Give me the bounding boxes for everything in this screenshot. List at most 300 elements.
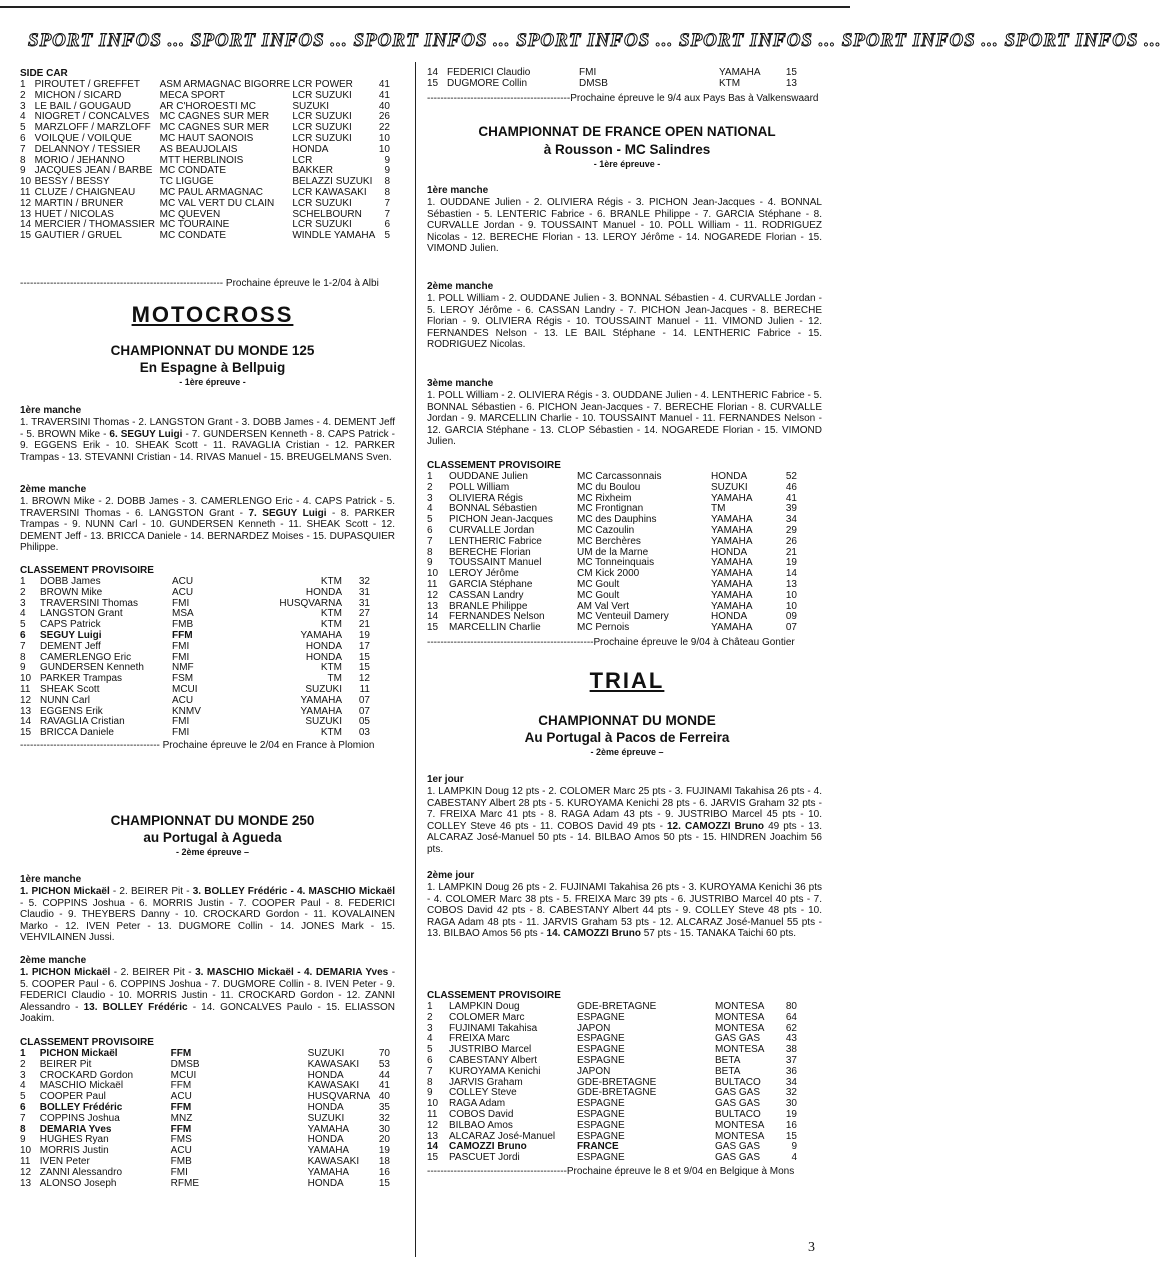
table-cell: 8 (20, 651, 26, 663)
mx250-standings-continued (427, 68, 797, 90)
table-cell: SCHELBOURN (292, 208, 362, 220)
table-cell: ESPAGNE (577, 1033, 625, 1045)
table-cell: 14 (20, 716, 32, 728)
table-cell: 13 (20, 1177, 32, 1189)
table-cell: FFM (170, 1101, 192, 1113)
table-cell: 9 (20, 662, 26, 674)
table-cell: COLOMER Marc (449, 1011, 525, 1023)
table-cell: 12 (427, 589, 439, 601)
table-cell: 43 (785, 1033, 797, 1045)
table-cell: LCR SUZUKI (292, 122, 352, 134)
table-cell: 2 (427, 481, 433, 493)
table-cell: 12 (427, 1119, 439, 1131)
table-cell: 1 (20, 576, 26, 587)
table-cell: YAMAHA (711, 492, 753, 504)
table-cell: 07 (785, 622, 797, 634)
table-cell: MC VAL VERT DU CLAIN (159, 197, 275, 209)
table-cell: ACU (172, 576, 194, 587)
table-cell: YAMAHA (711, 524, 753, 536)
table-cell: 14 (427, 1141, 439, 1153)
table-cell: 12 (20, 1166, 32, 1178)
table-cell: PASCUET Jordi (449, 1152, 520, 1164)
trial-day2-label: 2ème jour (427, 870, 475, 881)
table-cell: HUSQVARNA (307, 1091, 371, 1103)
table-cell: 2 (20, 1058, 26, 1070)
table-cell: 5 (20, 619, 26, 631)
table-cell: YAMAHA (300, 629, 342, 641)
table-cell: 6 (20, 629, 26, 641)
table-cell: MC CONDATE (159, 165, 227, 177)
table-cell: 10 (785, 589, 797, 601)
table-cell: MORRIS Justin (39, 1145, 109, 1157)
table-cell: BULTACO (715, 1108, 761, 1120)
table-cell: TRAVERSINI Thomas (40, 597, 138, 609)
table-row (20, 91, 390, 102)
table-cell: BRICCA Daniele (40, 727, 114, 739)
table-row (427, 483, 797, 494)
table-cell: FMI (172, 727, 190, 739)
table-cell: FREIXA Marc (449, 1033, 510, 1045)
table-row (20, 696, 370, 707)
table-row (20, 642, 370, 653)
table-row (20, 231, 390, 242)
table-cell: HONDA (305, 651, 342, 663)
table-cell: 09 (785, 611, 797, 623)
table-cell: 15 (20, 727, 32, 739)
table-cell: 3 (20, 1069, 26, 1081)
table-cell: 1 (427, 471, 433, 482)
table-cell: GDE-BRETAGNE (577, 1001, 657, 1012)
table-cell: AS BEAUJOLAIS (159, 143, 238, 155)
table-cell: YAMAHA (307, 1166, 350, 1178)
table-cell: 39 (785, 503, 797, 515)
table-cell: 07 (358, 705, 370, 717)
table-cell: 9 (20, 165, 26, 177)
table-cell: 16 (785, 1119, 797, 1131)
table-cell: JAPON (577, 1022, 611, 1034)
table-cell: KUROYAMA Kenichi (449, 1065, 541, 1077)
mx250-round: - 2ème épreuve – (175, 847, 250, 857)
table-cell: ESPAGNE (577, 1152, 625, 1164)
table-cell: 9 (20, 1134, 26, 1146)
table-cell: 13 (20, 208, 32, 220)
table-cell: ZANNI Alessandro (39, 1166, 123, 1178)
table-cell: SUZUKI (307, 1048, 345, 1059)
table-cell: SUZUKI (711, 481, 748, 493)
table-cell: BETA (715, 1065, 741, 1077)
table-cell: LAMPKIN Doug (449, 1001, 520, 1012)
table-row (20, 1168, 390, 1179)
table-cell: HONDA (711, 546, 748, 558)
table-cell: LCR SUZUKI (292, 219, 352, 231)
table-cell: MC Rixheim (577, 492, 632, 504)
table-row (20, 588, 370, 599)
table-cell: MONTESA (715, 1022, 765, 1034)
table-row (427, 1153, 797, 1164)
table-cell: ESPAGNE (577, 1108, 625, 1120)
sidecar-next-event: ------------------------------------------------------------- Prochaine épreuve le 1-2/04 à Albi (20, 278, 379, 289)
table-cell: 5 (427, 1044, 433, 1056)
table-cell: MICHON / SICARD (34, 89, 122, 101)
table-cell: 15 (427, 1152, 439, 1164)
table-cell: MC CAGNES SUR MER (159, 122, 270, 134)
sport-infos-banner: SPORT INFOS ... SPORT INFOS ... SPORT INFOS ... SPORT INFOS ... SPORT INFOS ... SPORT INFOS ... SPORT INFOS ... (28, 30, 1162, 51)
table-cell: MC TOURAINE (159, 219, 230, 231)
table-cell: KAWASAKI (307, 1155, 360, 1167)
mx250-race1-results: 1. PICHON Mickaël - 2. BEIRER Pit - 3. BOLLEY Frédéric - 4. MASCHIO Mickaël - 5. COPPINS Joshua - 6. MORRIS Justin - 7. COOPER Paul - 8. FEDERICI Claudio - 9. THEYBERS Danny - 10. CROCKARD Gordon - 11. KOVALAINEN Marko - 12. IVEN Peter - 13. DUGMORE Collin - 14. JONES Mark - 15. VEHVILAINEN Jussi. (20, 886, 396, 944)
table-cell: OLIVIERA Régis (449, 492, 523, 504)
open-standings-table (427, 472, 797, 634)
table-cell: MC Carcassonnais (577, 471, 662, 482)
table-cell: 2 (427, 1011, 433, 1023)
table-cell: SEGUY Luigi (40, 629, 102, 641)
table-cell: MORIO / JEHANNO (34, 154, 125, 166)
table-cell: FEDERICI Claudio (447, 67, 531, 78)
table-cell: FRANCE (577, 1141, 619, 1153)
table-cell: 11 (20, 186, 31, 198)
open-race2-results: 1. POLL William - 2. OUDDANE Julien - 3. BONNAL Sébastien - 4. CURVALLE Jordan - 5. LEROY Jérôme - 6. CASSAN Landry - 7. PICHON Jean-Jacques - 8. BERECHE Florian - 9. OLIVIERA Régis - 10. TOUSSAINT Manuel - 11. VIMOND Julien - 12. FERNANDES Nelson - 13. LE BAIL Stéphane - 14. LENTHERIC Fabrice - 15. RODRIGUEZ Nicolas. (427, 293, 822, 351)
table-cell: 64 (785, 1011, 797, 1023)
open-race3-results: 1. POLL William - 2. OLIVIERA Régis - 3. OUDDANE Julien - 4. LENTHERIC Fabrice - 5. BONNAL Sébastien - 6. PICHON Jean-Jacques - 7. BERECHE Florian - 8. CURVALLE Jordan - 9. MARCELLIN Charlie - 10. TOUSSAINT Manuel - 11. FERNANDES Nelson - 12. GARCIA Stéphane - 13. CLOP Sébastien - 14. NOGAREDE Florian - 15. VIMOND Julien. (427, 390, 822, 448)
table-cell: 10 (20, 1145, 32, 1157)
table-cell: FFM (172, 629, 193, 641)
table-cell: 3 (427, 1022, 433, 1034)
table-cell: DEMARIA Yves (39, 1123, 112, 1135)
table-cell: 13 (20, 705, 32, 717)
table-cell: DUGMORE Collin (447, 77, 528, 89)
table-cell: 14 (427, 67, 439, 78)
table-cell: 5 (20, 122, 26, 134)
table-cell: MNZ (170, 1112, 193, 1124)
table-cell: OUDDANE Julien (449, 471, 528, 482)
table-cell: 7 (427, 535, 433, 547)
table-cell: 3 (427, 492, 433, 504)
table-cell: 15 (785, 1130, 797, 1142)
table-cell: LCR POWER (292, 79, 353, 90)
table-cell: HONDA (307, 1177, 344, 1189)
table-cell: 3 (20, 100, 26, 112)
table-cell: DOBB James (40, 576, 101, 587)
table-cell: BOLLEY Frédéric (39, 1101, 123, 1113)
table-cell: 15 (378, 1177, 390, 1189)
table-cell: ASM ARMAGNAC BIGORRE (159, 79, 291, 90)
table-cell: 7 (20, 143, 26, 155)
table-cell: HUGHES Ryan (39, 1134, 109, 1146)
table-cell: BROWN Mike (40, 586, 103, 598)
table-cell: ESPAGNE (577, 1011, 625, 1023)
table-cell: BELAZZI SUZUKI (292, 176, 373, 188)
table-row (427, 623, 797, 634)
table-cell: 27 (358, 608, 370, 620)
table-cell: BRANLE Philippe (449, 600, 528, 612)
table-cell: YAMAHA (719, 67, 761, 78)
table-cell: NUNN Carl (40, 694, 90, 706)
table-cell: FFM (170, 1048, 192, 1059)
table-cell: MC Goult (577, 589, 620, 601)
table-cell: 7 (20, 640, 26, 652)
table-cell: 20 (378, 1134, 390, 1146)
table-cell: 4 (20, 608, 26, 620)
table-cell: MC Frontignan (577, 503, 644, 515)
table-cell: 32 (785, 1087, 797, 1099)
table-cell: YAMAHA (711, 557, 753, 569)
table-cell: 37 (785, 1054, 797, 1066)
mx250-standings-table (20, 1049, 390, 1189)
table-cell: 34 (785, 1076, 797, 1088)
table-cell: AR C'HOROESTI MC (159, 100, 256, 112)
table-cell: CAMERLENGO Eric (40, 651, 132, 663)
table-cell: BAKKER (292, 165, 333, 177)
table-cell: 1 (20, 1048, 26, 1059)
table-cell: HONDA (307, 1134, 344, 1146)
table-cell: 10 (378, 143, 390, 155)
table-cell: KTM (320, 662, 342, 674)
table-cell: 26 (378, 111, 390, 123)
table-cell: 21 (785, 546, 797, 558)
table-row (20, 1060, 390, 1071)
mx125-race1-label: 1ère manche (20, 405, 82, 416)
mx125-subtitle: En Espagne à Bellpuig (139, 360, 286, 375)
sidecar-table (20, 80, 390, 242)
table-cell: 15 (20, 230, 32, 242)
table-cell: 4 (20, 111, 26, 123)
mx250-race2-label: 2ème manche (20, 955, 87, 966)
mx125-standings-table (20, 577, 370, 739)
table-cell: RAGA Adam (449, 1098, 506, 1110)
table-cell: 12 (20, 197, 32, 209)
table-cell: YAMAHA (307, 1123, 350, 1135)
table-cell: MC CAGNES SUR MER (159, 111, 270, 123)
table-cell: 17 (358, 640, 370, 652)
table-cell: CASSAN Landry (449, 589, 524, 601)
mx125-standings (20, 577, 390, 739)
trial-round: - 2ème épreuve – (590, 747, 664, 757)
table-cell: FMI (172, 640, 190, 652)
table-cell: MTT HERBLINOIS (159, 154, 244, 166)
mx125-race1-results: 1. TRAVERSINI Thomas - 2. LANGSTON Grant - 3. DOBB James - 4. DEMENT Jeff - 5. BROWN Mike - 6. SEGUY Luigi - 7. GUNDERSEN Kenneth - 8. CAPS Patrick - 9. EGGENS Erik - 10. SHEAK Scott - 11. RAVAGLIA Cristian - 12. PARKER Trampas - 13. STEVANNI Cristian - 14. RIVAS Manuel - 15. BREUGELMANS Sven. (20, 417, 395, 463)
column-divider (415, 62, 416, 1257)
table-cell: 31 (358, 597, 370, 609)
table-cell: CLUZE / CHAIGNEAU (34, 186, 136, 198)
table-cell: MC Berchères (577, 535, 641, 547)
table-cell: 41 (378, 89, 390, 101)
table-cell: 8 (427, 1076, 433, 1088)
trial-title: TRIAL (589, 668, 665, 693)
table-cell: LCR (292, 154, 313, 166)
table-cell: MC CONDATE (159, 230, 227, 242)
table-cell: 19 (378, 1145, 390, 1157)
table-cell: FFM (170, 1080, 192, 1092)
table-cell: 9 (427, 1087, 433, 1099)
table-row (427, 1121, 797, 1132)
table-cell: YAMAHA (711, 578, 753, 590)
table-cell: 70 (378, 1048, 390, 1059)
open-subtitle: à Rousson - MC Salindres (543, 142, 711, 157)
table-cell: 8 (384, 186, 390, 198)
table-cell: SUZUKI (305, 683, 342, 695)
table-cell: 19 (785, 1108, 797, 1120)
table-cell: NIOGRET / CONCALVES (34, 111, 150, 123)
table-cell: YAMAHA (711, 514, 753, 526)
table-cell: 40 (378, 100, 390, 112)
table-cell: YAMAHA (300, 694, 342, 706)
table-cell: 14 (785, 568, 797, 580)
table-cell: KAWASAKI (307, 1080, 360, 1092)
table-cell: HONDA (711, 611, 748, 623)
table-cell: 14 (427, 611, 439, 623)
mx250-standings-label: CLASSEMENT PROVISOIRE (20, 1037, 154, 1048)
table-cell: YAMAHA (300, 705, 342, 717)
motocross-title: MOTOCROSS (131, 302, 294, 327)
page-number: 3 (808, 1240, 815, 1255)
table-cell: 7 (20, 1112, 26, 1124)
table-cell: MONTESA (715, 1130, 765, 1142)
table-cell: 6 (427, 1054, 433, 1066)
table-cell: BEIRER Pit (39, 1058, 92, 1070)
table-cell: 10 (427, 1098, 439, 1110)
table-cell: MASCHIO Mickaël (39, 1080, 124, 1092)
table-cell: 5 (384, 230, 390, 242)
table-cell: FERNANDES Nelson (449, 611, 545, 623)
table-cell: 6 (427, 524, 433, 536)
table-cell: MCUI (170, 1069, 197, 1081)
mx125-race2-results: 1. BROWN Mike - 2. DOBB James - 3. CAMERLENGO Eric - 4. CAPS Patrick - 5. TRAVERSINI Thomas - 6. LANGSTON Grant - 7. SEGUY Luigi - 8. PARKER Trampas - 9. NUNN Carl - 10. GUNDERSEN Kenneth - 11. SHEAK Scott - 12. DEMENT Jeff - 13. BRICCA Daniele - 14. BERNARDEZ Moises - 15. DUPASQUIER Philippe. (20, 496, 396, 554)
trial-day2-results: 1. LAMPKIN Doug 26 pts - 2. FUJINAMI Takahisa 26 pts - 3. KUROYAMA Kenichi 36 pts - 4. COLOMER Marc 38 pts - 5. FREIXA Marc 39 pts - 6. JUSTRIBO Marcel 40 pts - 7. COBOS David 42 pts - 8. CABESTANY Albert 44 pts - 9. COLLEY Steve 48 pts - 10. RAGA Adam 48 pts - 11. JARVIS Graham 53 pts - 12. ALCARAZ José-Manuel 55 pts - 13. BILBAO Amos 56 pts - 14. CAMOZZI Bruno 57 pts - 15. TANAKA Taichi 60 pts. (427, 882, 822, 940)
table-cell: 11 (427, 1108, 438, 1120)
table-cell: YAMAHA (711, 600, 753, 612)
table-cell: 1 (427, 1001, 433, 1012)
table-cell: FUJINAMI Takahisa (449, 1022, 538, 1034)
table-cell: BONNAL Sébastien (449, 503, 538, 515)
table-cell: 32 (378, 1112, 390, 1124)
table-cell: 34 (785, 514, 797, 526)
table-cell: MC Cazoulin (577, 524, 635, 536)
table-cell: MC du Boulou (577, 481, 641, 493)
table-cell: UM de la Marne (577, 546, 649, 558)
table-cell: GARCIA Stéphane (449, 578, 533, 590)
table-cell: MC QUEVEN (159, 208, 221, 220)
table-cell: SUZUKI (305, 716, 342, 728)
table-cell: KNMV (172, 705, 201, 717)
table-cell: FMI (172, 597, 190, 609)
table-cell: 15 (358, 662, 370, 674)
table-cell: 8 (20, 154, 26, 166)
table-cell: GAS GAS (715, 1141, 761, 1153)
table-cell: 10 (427, 568, 439, 580)
mx125-next-event: ------------------------------------------ Prochaine épreuve le 2/04 en France à Plomion (20, 740, 375, 751)
table-cell: KTM (719, 77, 741, 89)
table-cell: GDE-BRETAGNE (577, 1087, 657, 1099)
trial-standings-label: CLASSEMENT PROVISOIRE (427, 990, 561, 1001)
table-cell: COBOS David (449, 1108, 514, 1120)
mx250-race2-results: 1. PICHON Mickaël - 2. BEIRER Pit - 3. MASCHIO Mickaël - 4. DEMARIA Yves - 5. COOPER Paul - 6. COPPINS Joshua - 7. DUGMORE Collin - 8. IVEN Peter - 9. FEDERICI Claudio - 10. MORRIS Justin - 11. CROCKARD Gordon - 12. ZANNI Alessandro - 13. BOLLEY Frédéric - 14. GONCALVES Paulo - 15. ELIASSON Joakim. (20, 967, 396, 1025)
open-race3-label: 3ème manche (427, 378, 494, 389)
table-row (427, 591, 797, 602)
table-cell: MONTESA (715, 1119, 765, 1131)
table-cell: 5 (427, 514, 433, 526)
table-cell: 05 (358, 716, 370, 728)
table-cell: 6 (20, 132, 26, 144)
table-cell: 35 (378, 1101, 390, 1113)
table-cell: COOPER Paul (39, 1091, 106, 1103)
table-cell: BULTACO (715, 1076, 761, 1088)
table-cell: CAMOZZI Bruno (449, 1141, 527, 1153)
table-cell: MC PAUL ARMAGNAC (159, 186, 263, 198)
table-cell: 10 (378, 132, 390, 144)
table-cell: 12 (358, 673, 370, 685)
table-cell: FSM (172, 673, 194, 685)
table-cell: 13 (427, 600, 439, 612)
table-cell: KTM (320, 727, 342, 739)
table-cell: ALCARAZ José-Manuel (449, 1130, 556, 1142)
table-row (20, 145, 390, 156)
table-cell: PICHON Mickaël (39, 1048, 118, 1059)
table-cell: JAPON (577, 1065, 611, 1077)
table-cell: 40 (378, 1091, 390, 1103)
mx250-race1-label: 1ère manche (20, 874, 82, 885)
table-cell: LCR SUZUKI (292, 197, 352, 209)
table-cell: 16 (378, 1166, 390, 1178)
table-cell: MC Pernois (577, 622, 630, 634)
table-cell: PIROUTET / GREFFET (34, 79, 141, 90)
table-cell: 32 (358, 576, 370, 587)
table-cell: 41 (378, 1080, 390, 1092)
table-cell: EGGENS Erik (40, 705, 103, 717)
table-cell: FMI (579, 67, 597, 78)
table-cell: FMI (172, 651, 190, 663)
table-cell: MC Goult (577, 578, 620, 590)
table-cell: 7 (427, 1065, 433, 1077)
table-cell: GAS GAS (715, 1152, 761, 1164)
table-cell: 19 (358, 629, 370, 641)
table-cell: HONDA (307, 1101, 344, 1113)
table-cell: 10 (20, 673, 32, 685)
table-cell: 36 (785, 1065, 797, 1077)
table-cell: PARKER Trampas (40, 673, 123, 685)
table-cell: SUZUKI (307, 1112, 345, 1124)
table-cell: MC Tonneinquais (577, 557, 655, 569)
table-cell: 4 (427, 1033, 433, 1045)
open-title: CHAMPIONNAT DE FRANCE OPEN NATIONAL (478, 124, 776, 139)
table-cell: FMB (172, 619, 194, 631)
table-cell: 44 (378, 1069, 390, 1081)
table-cell: FMS (170, 1134, 192, 1146)
open-next-event: --------------------------------------------------Prochaine épreuve le 9/04 à Château Gontier (427, 637, 795, 648)
table-cell: 10 (785, 600, 797, 612)
table-cell: KTM (320, 576, 342, 587)
table-cell: YAMAHA (711, 622, 753, 634)
table-row (20, 1114, 390, 1125)
table-cell: GDE-BRETAGNE (577, 1076, 657, 1088)
table-cell: MONTESA (715, 1044, 765, 1056)
table-cell: GAS GAS (715, 1033, 761, 1045)
table-cell: 9 (384, 154, 390, 166)
table-cell: ESPAGNE (577, 1119, 625, 1131)
table-cell: HONDA (307, 1069, 344, 1081)
mx125-standings-label: CLASSEMENT PROVISOIRE (20, 565, 154, 576)
trial-championship: CHAMPIONNAT DU MONDE (538, 713, 716, 728)
table-cell: ALONSO Joseph (39, 1177, 117, 1189)
table-row (20, 199, 390, 210)
table-row (427, 79, 797, 90)
table-cell: MONTESA (715, 1001, 765, 1012)
table-cell: JARVIS Graham (449, 1076, 523, 1088)
table-cell: IVEN Peter (39, 1155, 90, 1167)
mx125-round: - 1ère épreuve - (179, 377, 246, 387)
table-cell: 8 (20, 1123, 26, 1135)
table-cell: ESPAGNE (577, 1130, 625, 1142)
table-cell: 11 (427, 578, 438, 590)
